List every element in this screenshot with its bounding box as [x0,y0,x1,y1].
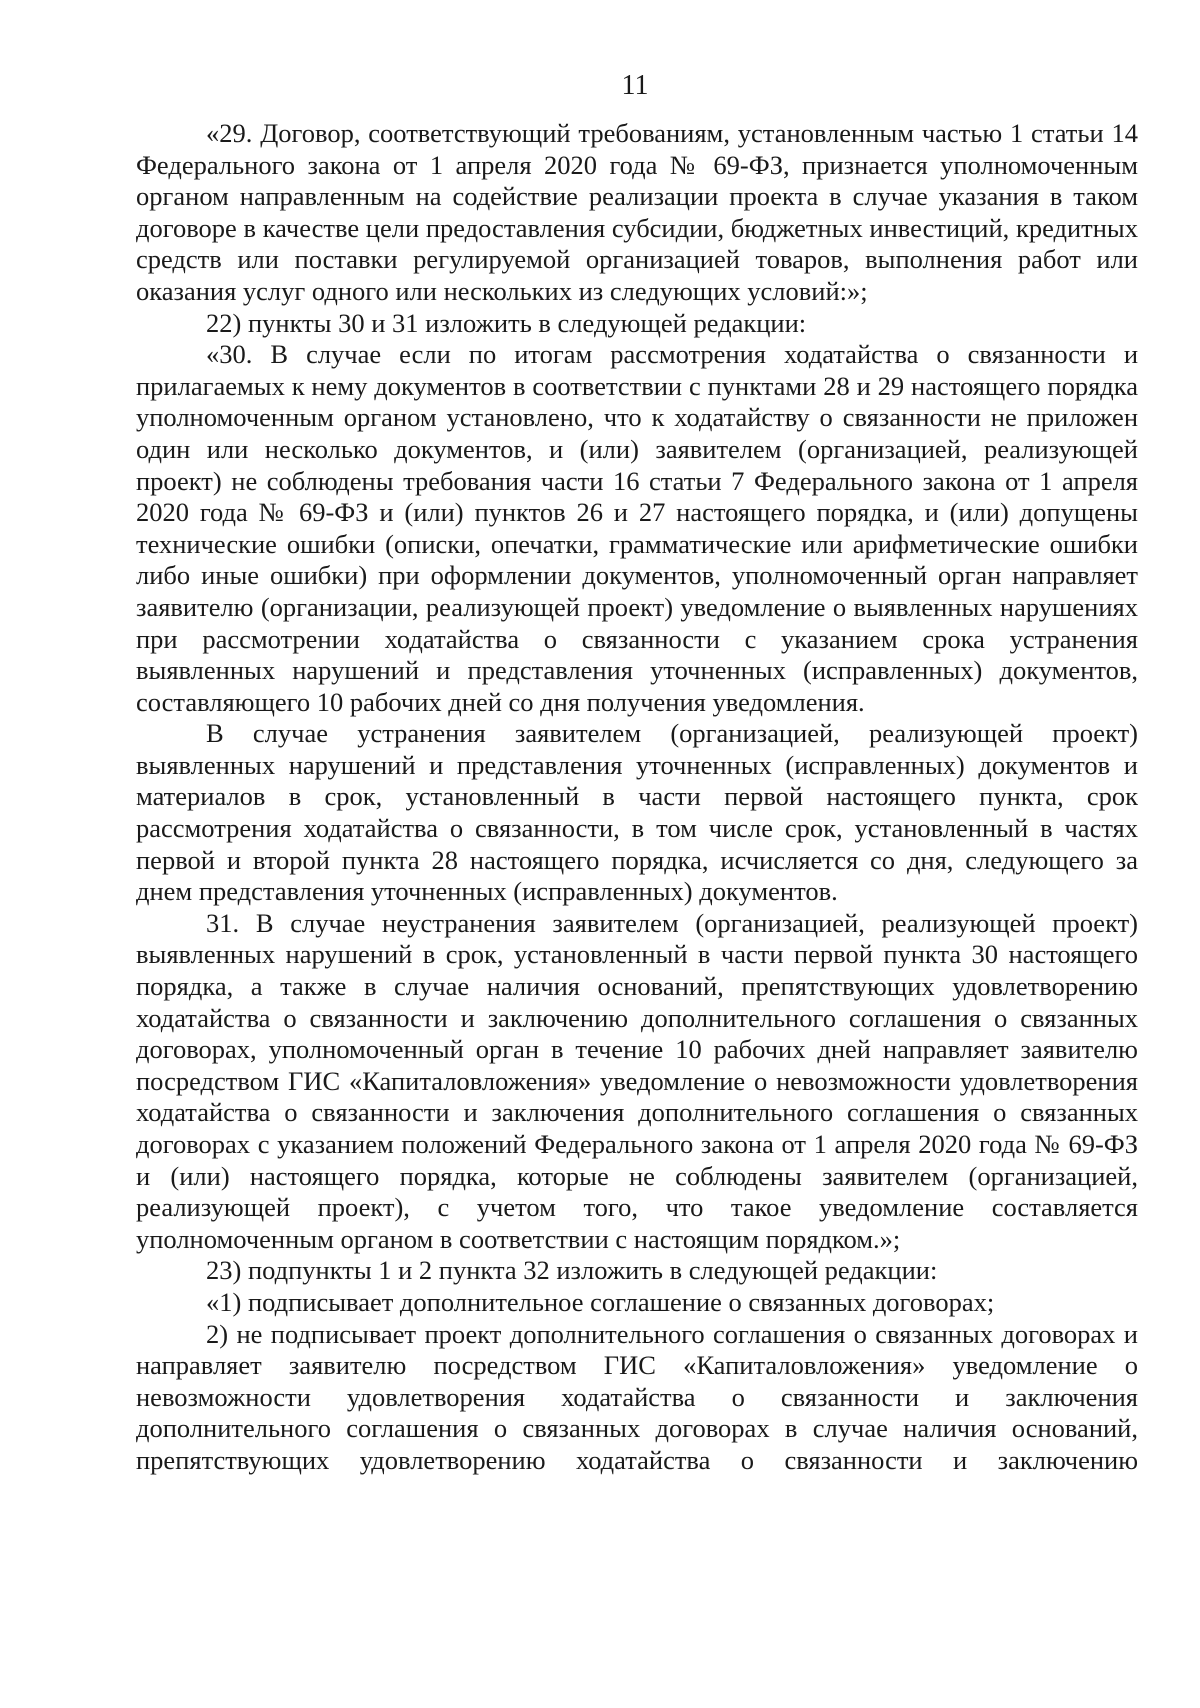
document-body [136,118,1138,1477]
paragraph-item-22: 22) пункты 30 и 31 изложить в следующей редакции: [206,307,807,338]
page-number: 11 [621,70,649,101]
subparagraph-1: «1) подписывает дополнительное соглашение о связанных договорах; [206,1286,995,1317]
paragraph-30-part-2: В случае устранения заявителем (организацией, реализующей проект) выявленных нарушений и представления уточненных (исправленных) документов и материалов в срок, установленный в части первой настоящего пункта, срок рассмотрения ходатайства о связанности, в том числе срок, установленный в частях первой и второй пункта 28 настоящего порядка, исчисляется со дня, следующего за днем представления уточненных (исправленных) документов. [136,718,1138,907]
paragraph-item-23: 23) подпункты 1 и 2 пункта 32 изложить в следующей редакции: [206,1255,938,1286]
paragraph-29: «29. Договор, соответствующий требованиям, установленным частью 1 статьи 14 Федерального закона от 1 апреля 2020 года № 69-ФЗ, признается уполномоченным органом направленным на содействие реализации проекта в случае указания в таком договоре в качестве цели предоставления субсидии, бюджетных инвестиций, кредитных средств или поставки регулируемой организацией товаров, выполнения работ или оказания услуг одного или нескольких из следующих условий:»; [136,118,1138,306]
paragraph-30: «30. В случае если по итогам рассмотрения ходатайства о связанности и прилагаемых к нему документов в соответствии с пунктами 28 и 29 настоящего порядка уполномоченным органом установлено, что к ходатайству о связанности не приложен один или несколько документов, и (или) заявителем (организацией, реализующей проект) не соблюдены требования части 16 статьи 7 Федерального закона от 1 апреля 2020 года № 69-ФЗ и (или) пунктов 26 и 27 настоящего порядка, и (или) допущены технические ошибки (описки, опечатки, грамматические или арифметические ошибки либо иные ошибки) при оформлении документов, уполномоченный орган направляет заявителю (организации, реализующей проект) уведомление о выявленных нарушениях при рассмотрении ходатайства о связанности с указанием срока устранения выявленных нарушений и представления уточненных (исправленных) документов, составляющего 10 рабочих дней со дня получения уведомления. [136,339,1138,717]
paragraph-31: 31. В случае неустранения заявителем (организацией, реализующей проект) выявленных нарушений в срок, установленный в части первой пункта 30 настоящего порядка, а также в случае наличия оснований, препятствующих удовлетворению ходатайства о связанности и заключению дополнительного соглашения о связанных договорах, уполномоченный орган в течение 10 рабочих дней направляет заявителю посредством ГИС «Капиталовложения» уведомление о невозможности удовлетворения ходатайства о связанности и заключения дополнительного соглашения о связанных договорах с указанием положений Федерального закона от 1 апреля 2020 года № 69-ФЗ и (или) настоящего порядка, которые не соблюдены заявителем (организацией, реализующей проект), с учетом того, что такое уведомление составляется уполномоченным органом в соответствии с настоящим порядком.»; [136,907,1138,1254]
subparagraph-2: 2) не подписывает проект дополнительного соглашения о связанных договорах и направляет заявителю посредством ГИС «Капиталовложения» уведомление о невозможности удовлетворения ходатайства о связанности и заключения дополнительного соглашения о связанных договорах в случае наличия оснований, препятствующих удовлетворению ходатайства о связанности и заключению [136,1318,1138,1475]
